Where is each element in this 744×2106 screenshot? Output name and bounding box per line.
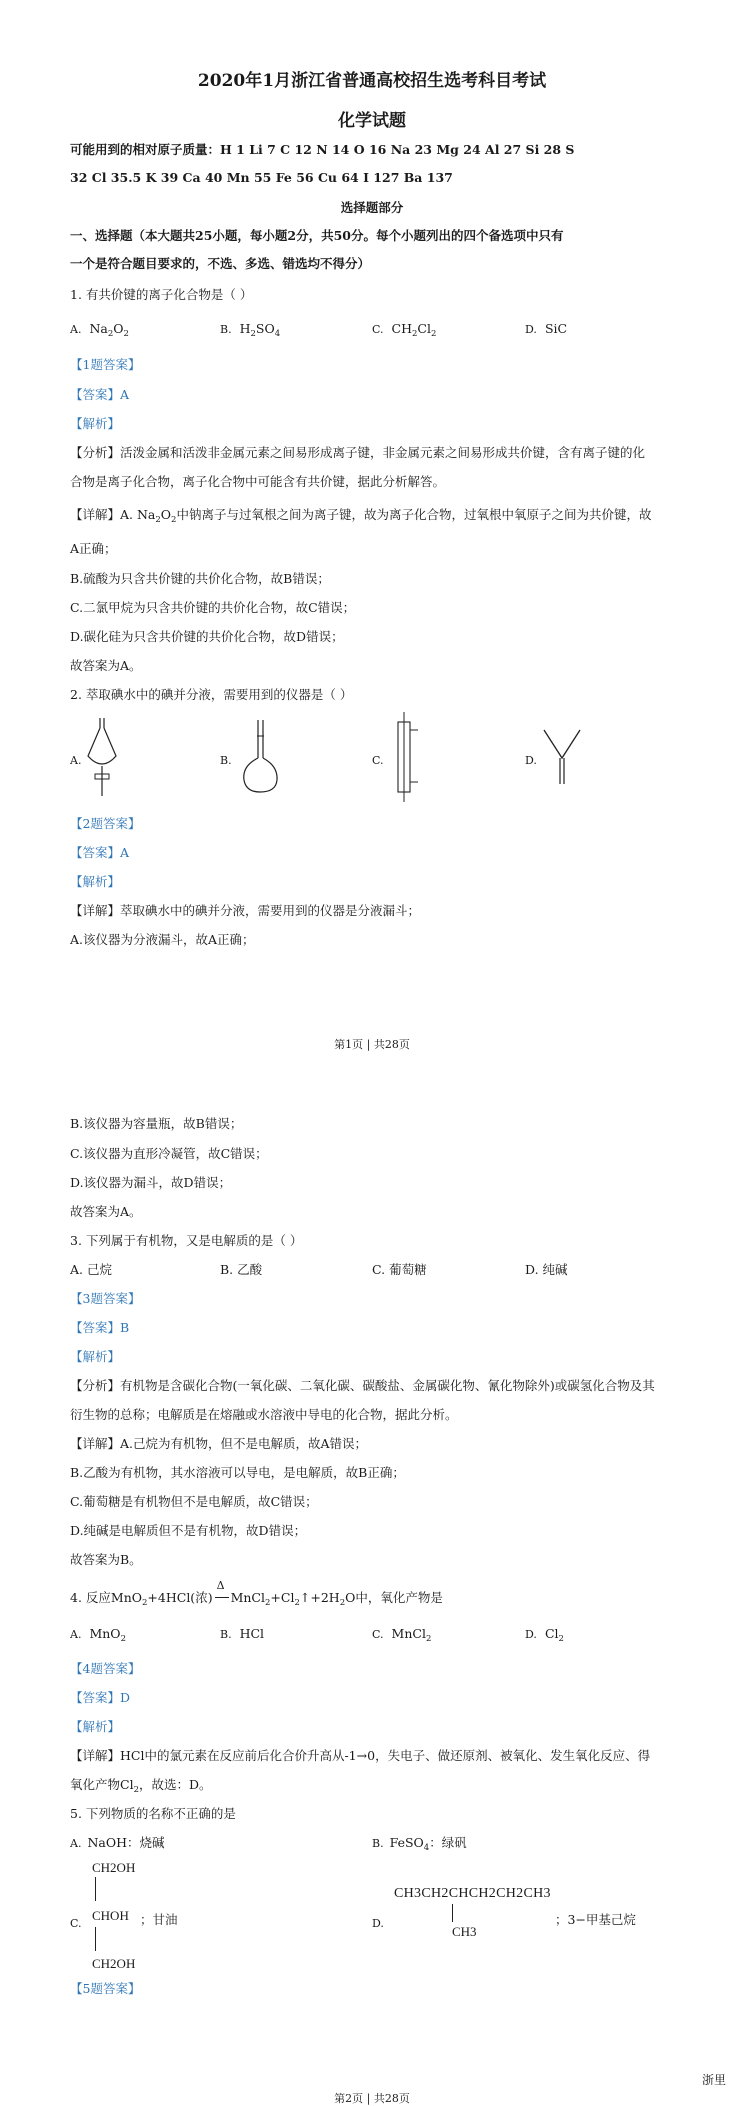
q3-stem: 3. 下列属于有机物，又是电解质的是（ ） <box>70 1233 303 1248</box>
page-2 <box>0 1054 744 2104</box>
q1-detail-d: D.碳化硅为只含共价键的共价化合物，故D错误； <box>70 629 344 644</box>
q3-detail-b: B.乙酸为有机物，其水溶液可以导电，是电解质，故B正确； <box>70 1465 405 1480</box>
q2-stem: 2. 萃取碘水中的碘并分液，需要用到的仪器是（ ） <box>70 687 353 702</box>
q4-detail-line2: 氧化产物$Cl_2$，故选：D。 <box>70 1777 212 1795</box>
q2-cont-d: D.该仪器为漏斗，故D错误； <box>70 1175 232 1190</box>
corner-watermark-text: 浙里 <box>702 2073 727 2087</box>
q1-option-a[interactable]: A. $Na_2O_2$ <box>70 321 129 339</box>
q3-option-b[interactable]: B. 乙酸 <box>220 1262 263 1277</box>
q1-option-b[interactable]: B. $H_2SO_4$ <box>220 321 281 339</box>
q5-c-mid: CHOH <box>92 1908 129 1923</box>
q5-c-bond-top <box>95 1877 96 1901</box>
q5-d-name: ；3−甲基己烷 <box>555 1912 636 1927</box>
q5-answer-tag: 【5题答案】 <box>70 1981 141 1996</box>
page-1 <box>0 0 744 1050</box>
page-subtitle: 化学试题 <box>338 111 406 131</box>
page-title: 2020年1月浙江省普通高校招生选考科目考试 <box>197 71 547 91</box>
q3-answer: 【答案】B <box>70 1320 130 1335</box>
q2-option-d[interactable]: D. <box>525 754 537 767</box>
q2-cont-b: B.该仪器为容量瓶，故B错误； <box>70 1116 243 1131</box>
page-footer-2: 第2页 | 共28页 <box>334 2092 410 2105</box>
part1-heading-line1: 一、选择题（本大题共25小题，每小题2分，共50分。每个小题列出的四个备选项中只有 <box>70 228 564 243</box>
q4-answer: 【答案】D <box>70 1690 131 1705</box>
volumetric-flask-icon <box>238 718 282 798</box>
q1-detail-c: C.二氯甲烷为只含共价键的共价化合物，故C错误； <box>70 600 356 615</box>
q2-option-a[interactable]: A. <box>70 754 82 767</box>
q4-jiexi: 【解析】 <box>70 1719 121 1734</box>
q1-option-c[interactable]: C. $CH_2Cl_2$ <box>372 321 437 339</box>
q5-c-bond-bottom <box>95 1927 96 1951</box>
q5-d-main-chain: CH3CH2CHCH2CH2CH3 <box>394 1886 551 1901</box>
q5-option-d-label[interactable]: D. <box>372 1917 384 1930</box>
q3-option-d[interactable]: D. 纯碱 <box>525 1262 568 1277</box>
q3-option-c[interactable]: C. 葡萄糖 <box>372 1262 427 1277</box>
atomic-masses-line1: 可能用到的相对原子质量：H 1 Li 7 C 12 N 14 O 16 Na 23 Mg 24 Al 27 Si 28 S <box>70 142 575 157</box>
q5-c-name: ；甘油 <box>140 1912 178 1927</box>
q5-c-top: CH2OH <box>92 1860 136 1875</box>
q3-conclusion: 故答案为B。 <box>70 1552 142 1567</box>
q3-detail-c: C.葡萄糖是有机物但不是电解质，故C错误； <box>70 1494 318 1509</box>
q2-detail-line1: 【详解】萃取碘水中的碘并分液，需要用到的仪器是分液漏斗； <box>70 903 421 918</box>
q1-detail-b: B.硫酸为只含共价键的共价化合物，故B错误； <box>70 571 330 586</box>
q2-option-c[interactable]: C. <box>372 754 384 767</box>
section-title: 选择题部分 <box>340 200 404 215</box>
q2-cont-c: C.该仪器为直形冷凝管，故C错误； <box>70 1146 268 1161</box>
q1-answer: 【答案】A <box>70 387 130 402</box>
q1-analysis-line2: 合物是离子化合物，离子化合物中可能含有共价键，据此分析解答。 <box>70 474 446 489</box>
q2-answer-tag: 【2题答案】 <box>70 816 141 831</box>
q4-option-a[interactable]: A. MnO$_2$ <box>70 1626 126 1644</box>
delta-symbol: Δ <box>216 1579 225 1592</box>
q4-stem: 4. 反应MnO$_2$+4HCl(浓) Δ $MnCl_2+Cl_2↑+2H_2O$中，氧化产物是 <box>70 1579 443 1608</box>
q5-c-bot: CH2OH <box>92 1956 136 1971</box>
q4-detail-line1: 【详解】HCl中的氯元素在反应前后化合价升高从-1→0，失电子、做还原剂、被氧化、发生氧化反应、得 <box>70 1748 651 1763</box>
q4-answer-tag: 【4题答案】 <box>70 1661 141 1676</box>
q2-option-b[interactable]: B. <box>220 754 232 767</box>
page-footer-1: 第1页 | 共28页 <box>334 1038 410 1051</box>
q5-option-a[interactable]: A. NaOH：烧碱 <box>70 1835 165 1850</box>
q3-analysis-line2: 衍生物的总称；电解质是在熔融或水溶液中导电的化合物，据此分析。 <box>70 1407 458 1422</box>
separatory-funnel-icon <box>82 716 122 802</box>
q1-conclusion: 故答案为A。 <box>70 658 142 673</box>
part1-heading-line2: 一个是符合题目要求的，不选、多选、错选均不得分） <box>70 256 371 271</box>
q1-jiexi: 【解析】 <box>70 416 121 431</box>
q3-detail-a: 【详解】A.己烷为有机物，但不是电解质，故A错误； <box>70 1436 368 1451</box>
q5-d-bond <box>452 1904 453 1922</box>
q5-option-b[interactable]: B. FeSO$_4$：绿矾 <box>372 1835 467 1853</box>
q4-option-d[interactable]: D. $Cl_2$ <box>525 1626 564 1644</box>
condenser-icon <box>392 712 422 804</box>
q1-detail-line1: 【详解】A. $Na_2O_2$中钠离子与过氧根之间为离子键，故为离子化合物，过氧根中氧原子之间为共价键，故 <box>70 507 652 525</box>
q2-jiexi: 【解析】 <box>70 874 121 889</box>
atomic-masses-line2: 32 Cl 35.5 K 39 Ca 40 Mn 55 Fe 56 Cu 64 I 127 Ba 137 <box>70 170 453 185</box>
q1-detail-line2: A正确； <box>70 541 117 556</box>
q1-answer-tag: 【1题答案】 <box>70 357 141 372</box>
q3-answer-tag: 【3题答案】 <box>70 1291 141 1306</box>
q1-stem: 1. 有共价键的离子化合物是（ ） <box>70 287 253 302</box>
q2-answer: 【答案】A <box>70 845 130 860</box>
q2-cont-conclusion: 故答案为A。 <box>70 1204 142 1219</box>
q1-option-d[interactable]: D. SiC <box>525 321 568 336</box>
q4-option-b[interactable]: B. HCl <box>220 1626 265 1641</box>
q2-detail-line2: A.该仪器为分液漏斗，故A正确； <box>70 932 255 947</box>
q3-jiexi: 【解析】 <box>70 1349 121 1364</box>
q3-detail-d: D.纯碱是电解质但不是有机物，故D错误； <box>70 1523 307 1538</box>
q5-option-c-label[interactable]: C. <box>70 1917 82 1930</box>
q4-option-c[interactable]: C. MnCl$_2$ <box>372 1626 432 1644</box>
q5-stem: 5. 下列物质的名称不正确的是 <box>70 1806 236 1821</box>
q3-analysis-line1: 【分析】有机物是含碳化合物(一氧化碳、二氧化碳、碳酸盐、金属碳化物、氰化物除外)或碳氢化合物及其 <box>70 1378 655 1393</box>
funnel-icon <box>542 726 582 788</box>
q3-option-a[interactable]: A. 己烷 <box>70 1262 112 1277</box>
q5-d-branch: CH3 <box>452 1924 477 1939</box>
q1-analysis-line1: 【分析】活泼金属和活泼非金属元素之间易形成离子键，非金属元素之间易形成共价键，含有离子键的化 <box>70 445 646 460</box>
